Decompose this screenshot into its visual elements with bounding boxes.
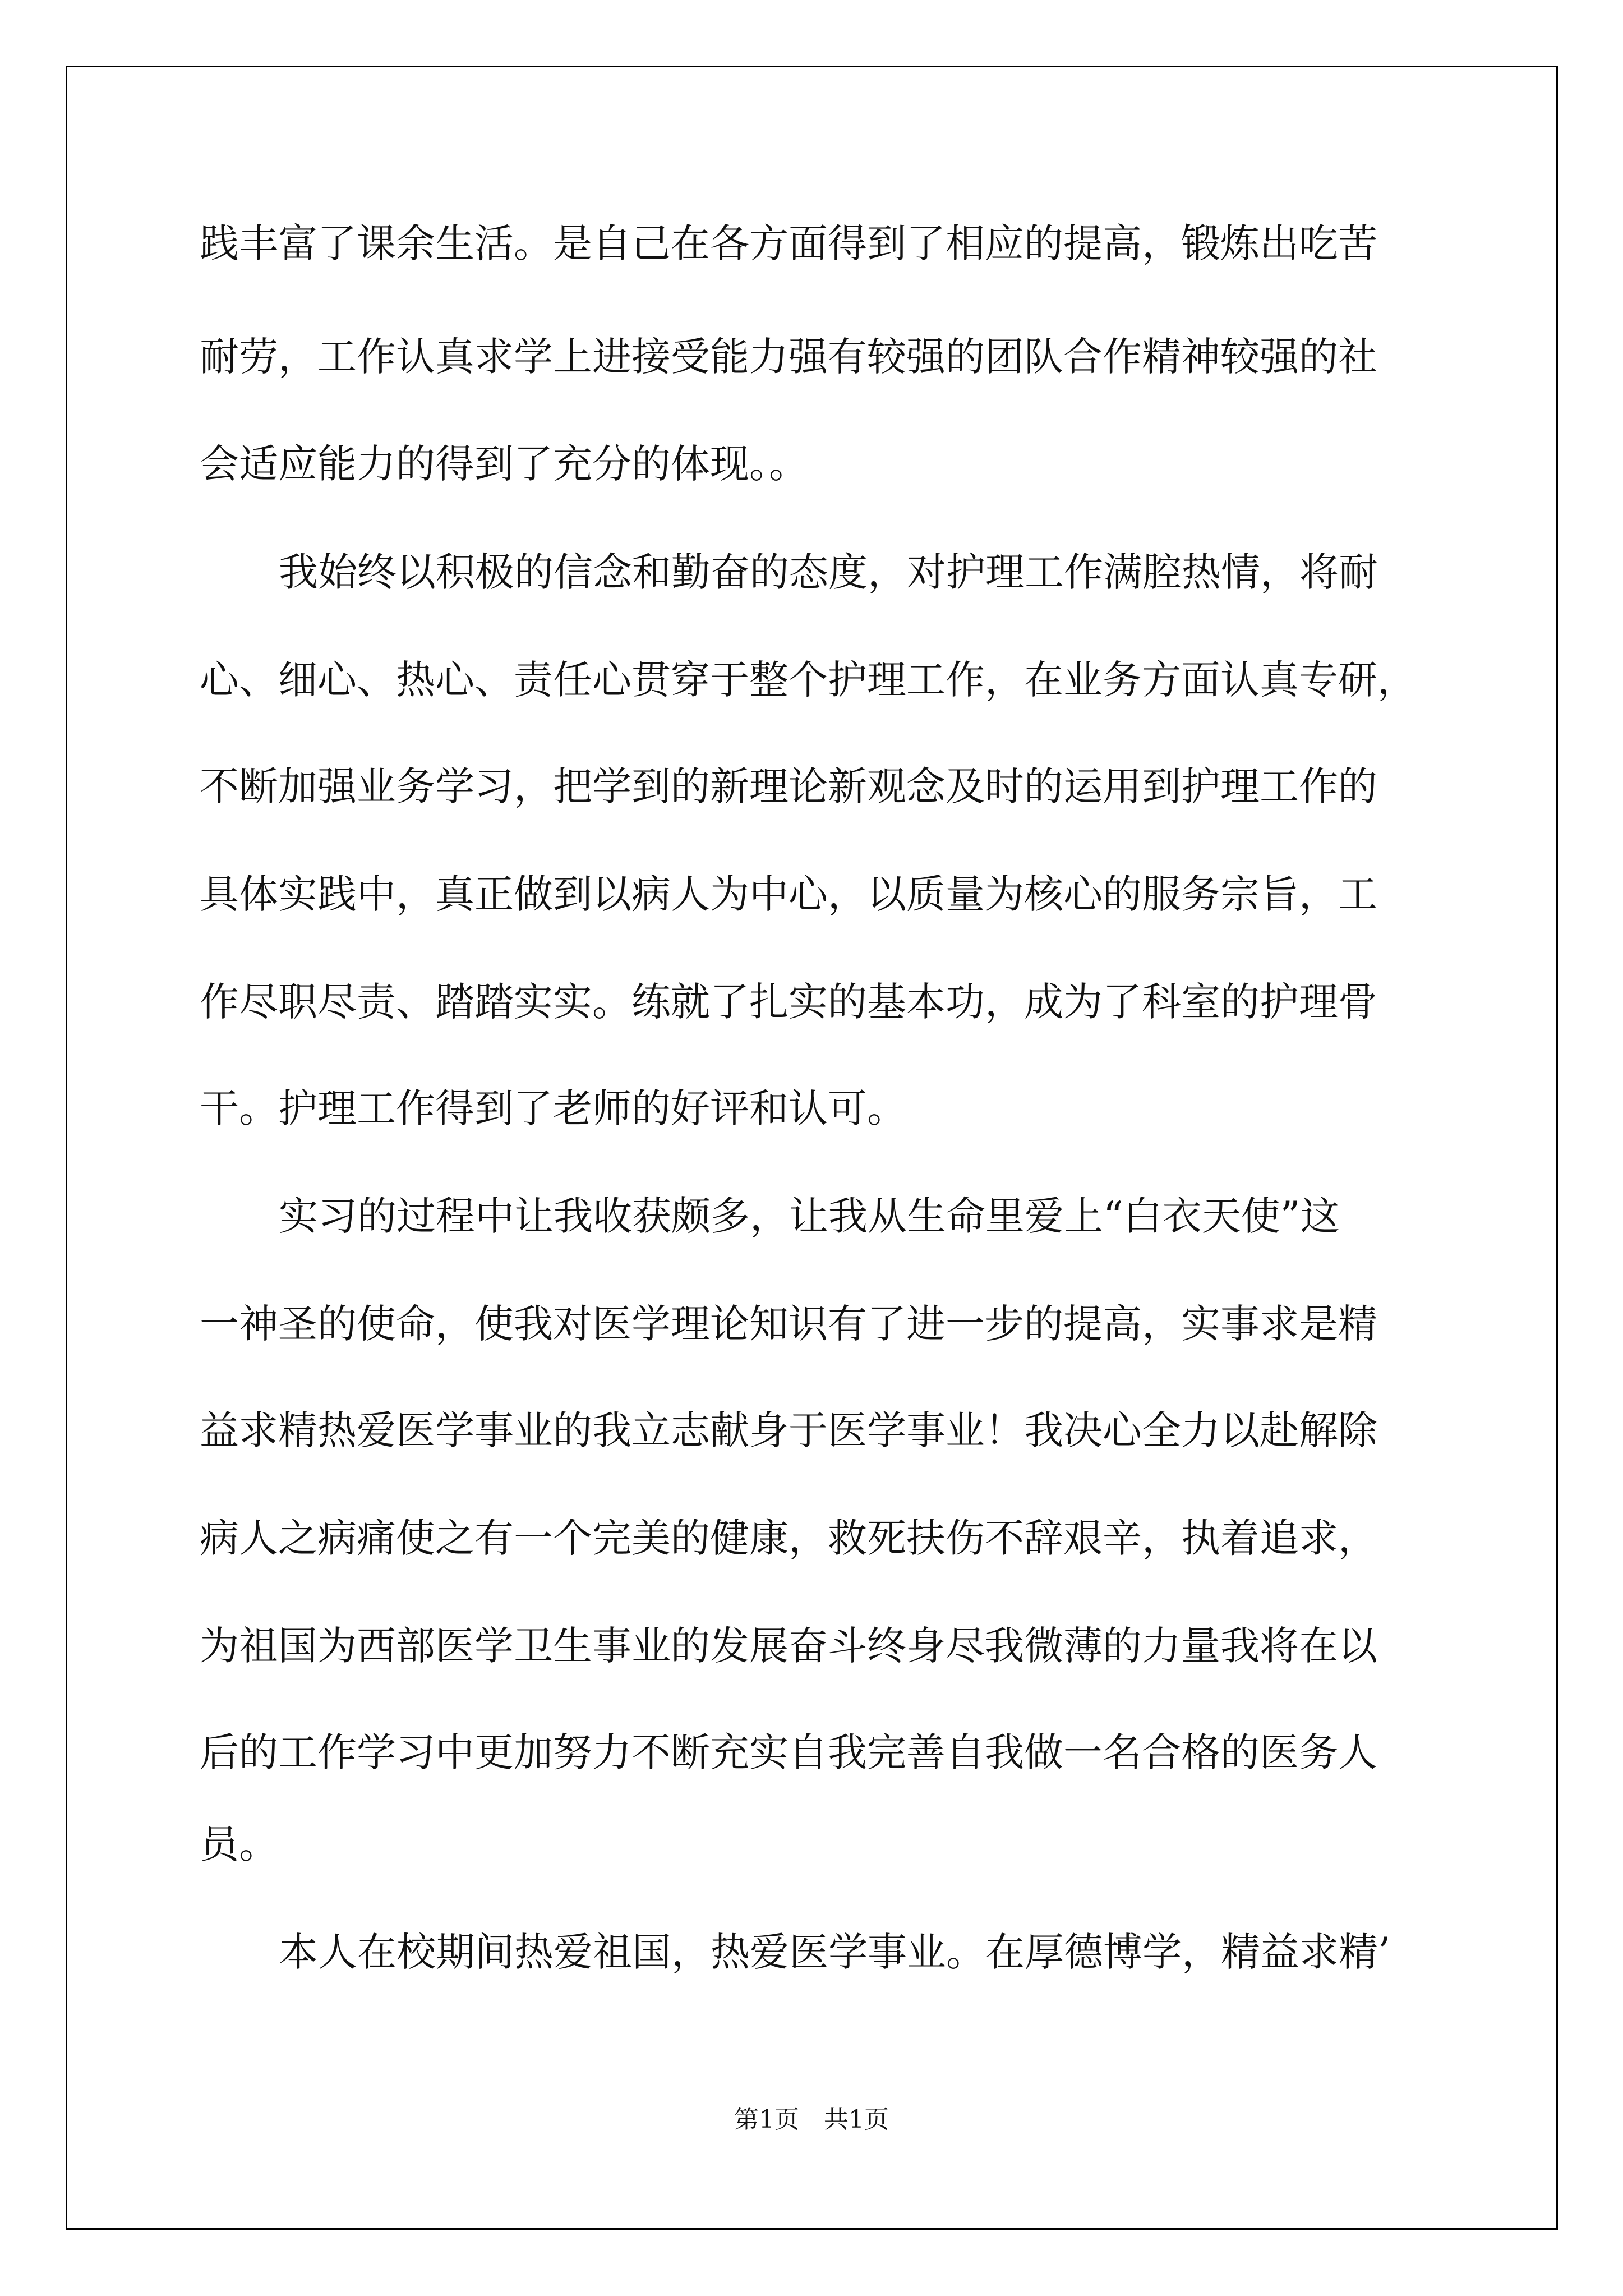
text-line: 一神圣的使命，使我对医学理论知识有了进一步的提高，实事求是精 [200, 1301, 1377, 1347]
text-line: 为祖国为西部医学卫生事业的发展奋斗终身尽我微薄的力量我将在以 [200, 1623, 1377, 1669]
page-border [66, 66, 1558, 2230]
text-line: 员。 [200, 1821, 278, 1867]
text-line: 病人之病痛使之有一个完美的健康，救死扶伤不辞艰辛，执着追求， [200, 1515, 1377, 1561]
paragraph-start-line: 本人在校期间热爱祖国，热爱医学事业。在厚德博学，精益求精’ [279, 1929, 1391, 1975]
text-line: 会适应能力的得到了充分的体现。。 [200, 441, 808, 487]
text-line: 后的工作学习中更加努力不断充实自我完善自我做一名合格的医务人 [200, 1729, 1377, 1775]
paragraph-start-line: 我始终以积极的信念和勤奋的态度，对护理工作满腔热情，将耐 [279, 549, 1378, 595]
text-line: 干。护理工作得到了老师的好评和认可。 [200, 1085, 906, 1131]
text-line: 不断加强业务学习，把学到的新理论新观念及时的运用到护理工作的 [200, 763, 1377, 809]
page-number-footer: 第1页 共1页 [734, 2105, 889, 2134]
text-line: 作尽职尽责、踏踏实实。练就了扎实的基本功，成为了科室的护理骨 [200, 979, 1377, 1025]
text-line: 益求精热爱医学事业的我立志献身于医学事业！我决心全力以赴解除 [200, 1407, 1377, 1453]
text-line: 具体实践中，真正做到以病人为中心，以质量为核心的服务宗旨，工 [200, 871, 1377, 917]
paragraph-start-line: 实习的过程中让我收获颇多，让我从生命里爱上“白衣天使”这 [279, 1193, 1340, 1239]
text-line: 心、细心、热心、责任心贯穿于整个护理工作，在业务方面认真专研， [200, 657, 1417, 703]
text-line: 践丰富了课余生活。是自己在各方面得到了相应的提高，锻炼出吃苦 [200, 220, 1377, 266]
text-line: 耐劳，工作认真求学上进接受能力强有较强的团队合作精神较强的社 [200, 334, 1377, 380]
